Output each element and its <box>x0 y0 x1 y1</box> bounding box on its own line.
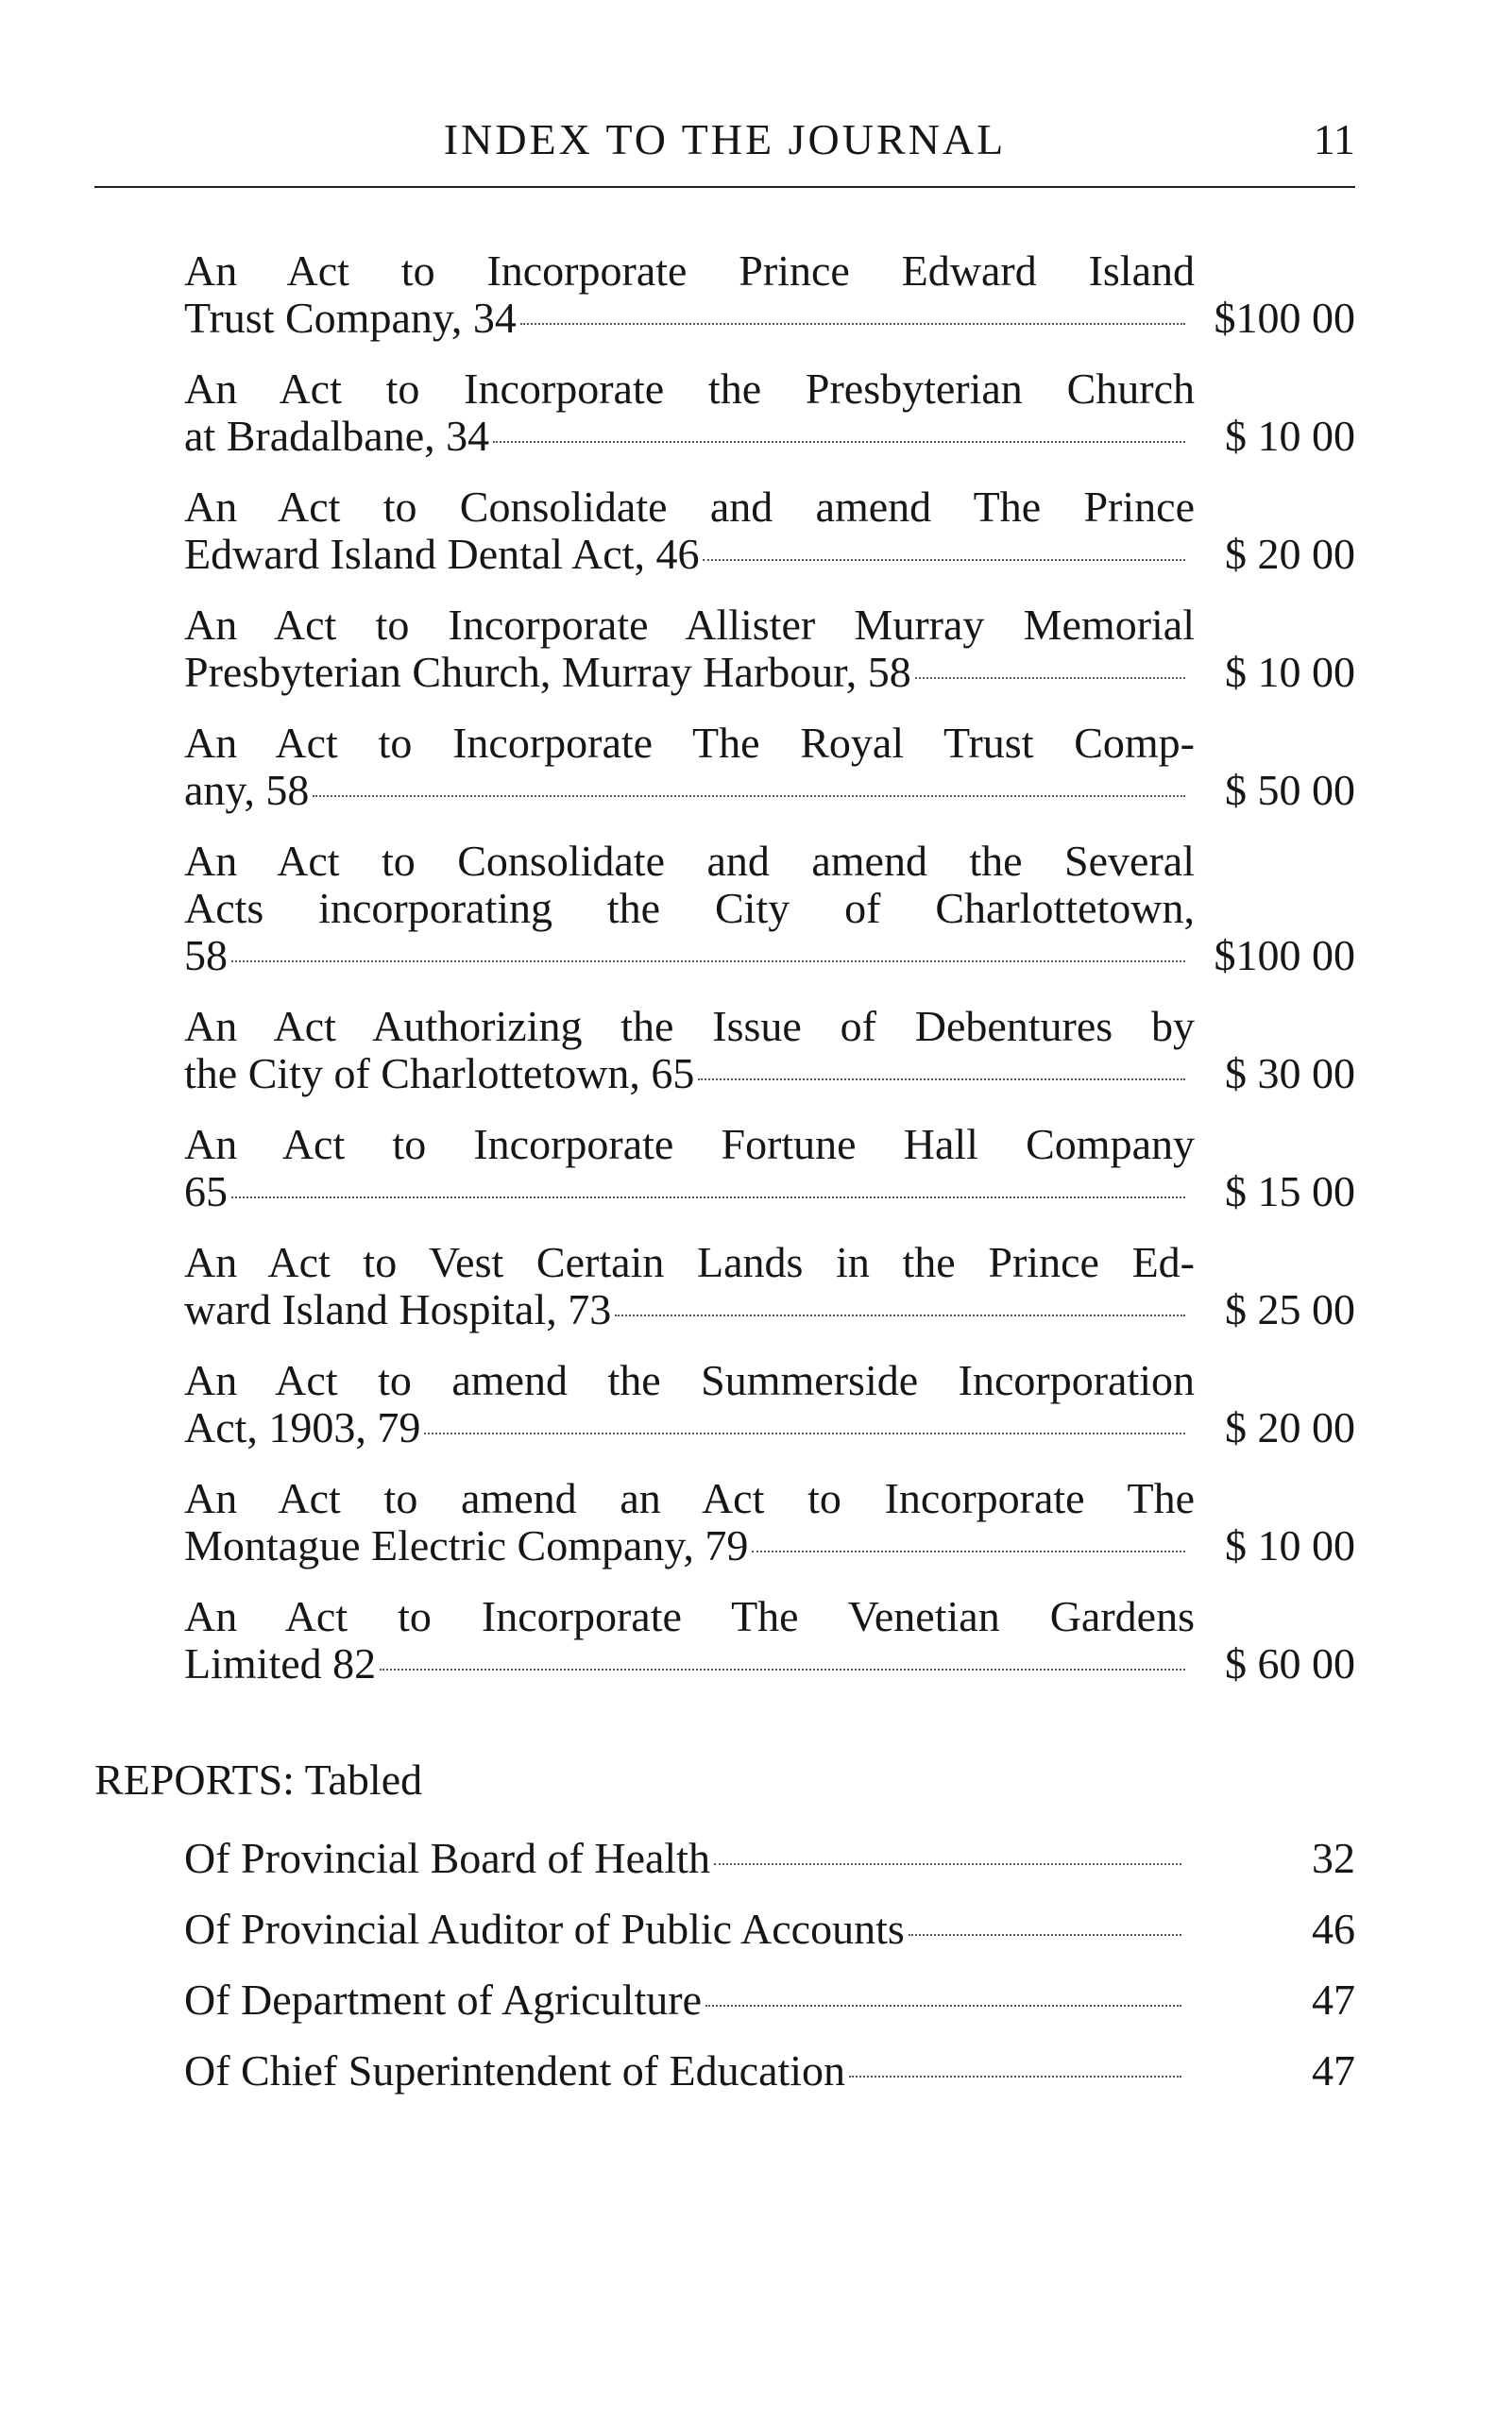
act-title-line: An Act to Consolidate and amend the Several <box>184 838 1195 885</box>
dot-leader <box>493 441 1185 443</box>
act-title-end: Limited 82 <box>184 1639 377 1688</box>
act-final-line <box>184 1404 1355 1451</box>
fee-amount: $ 20 00 <box>1225 1403 1355 1451</box>
act-title-end: Presbyterian Church, Murray Harbour, 58 <box>184 648 911 696</box>
act-title-end: Montague Electric Company, 79 <box>184 1521 749 1569</box>
report-title: Of Provincial Board of Health <box>184 1834 710 1882</box>
dot-leader <box>849 2076 1181 2078</box>
report-page-number: 46 <box>1312 1905 1355 1953</box>
act-final-line <box>184 1050 1355 1097</box>
act-title-line: An Act to Incorporate the Presbyterian Church <box>184 365 1195 413</box>
fee-amount: $ 10 00 <box>1225 1521 1355 1569</box>
running-title: INDEX TO THE JOURNAL <box>443 115 1007 163</box>
dot-leader <box>231 960 1185 962</box>
fee-amount: $ 50 00 <box>1225 766 1355 814</box>
act-title-end: Edward Island Dental Act, 46 <box>184 530 700 578</box>
act-entry <box>184 365 1355 460</box>
act-entry <box>184 1239 1355 1333</box>
section-heading-reports: REPORTS: Tabled <box>94 1756 423 1804</box>
header-rule <box>94 186 1355 188</box>
dot-leader <box>703 559 1185 561</box>
fee-amount: $ 10 00 <box>1225 412 1355 460</box>
act-entry <box>184 1357 1355 1451</box>
act-final-line <box>184 1168 1355 1215</box>
act-final-line <box>184 1286 1355 1333</box>
act-title-line: An Act to Vest Certain Lands in the Prince Ed- <box>184 1239 1195 1286</box>
act-title-line: An Act to amend an Act to Incorporate The <box>184 1475 1195 1522</box>
act-final-line <box>184 295 1355 342</box>
reports-list <box>184 1832 1355 2115</box>
act-final-line <box>184 1522 1355 1569</box>
act-title-line: An Act to Incorporate Prince Edward Island <box>184 247 1195 295</box>
report-title: Of Department of Agriculture <box>184 1976 702 2024</box>
dot-leader <box>752 1551 1185 1552</box>
act-entry <box>184 720 1355 814</box>
fee-amount: $ 10 00 <box>1225 648 1355 696</box>
act-entry <box>184 602 1355 696</box>
act-title-line: An Act to amend the Summerside Incorporation <box>184 1357 1195 1404</box>
report-entry <box>184 2044 1355 2115</box>
dot-leader <box>915 677 1185 679</box>
report-page-number: 47 <box>1312 2046 1355 2095</box>
act-final-line <box>184 932 1355 979</box>
dot-leader <box>698 1078 1185 1080</box>
dot-leader <box>705 2005 1181 2007</box>
act-title-line: An Act to Incorporate The Venetian Gardens <box>184 1593 1195 1640</box>
act-final-line <box>184 531 1355 578</box>
act-entry <box>184 483 1355 578</box>
act-final-line <box>184 767 1355 814</box>
report-entry <box>184 1903 1355 1974</box>
act-title-line: An Act to Incorporate The Royal Trust Comp- <box>184 720 1195 767</box>
dot-leader <box>380 1669 1185 1671</box>
act-title-line: An Act Authorizing the Issue of Debentures by <box>184 1003 1195 1050</box>
act-title-end: any, 58 <box>184 766 310 814</box>
fee-amount: $ 20 00 <box>1225 530 1355 578</box>
act-title-end: 65 <box>184 1167 228 1215</box>
act-title-end: at Bradalbane, 34 <box>184 412 490 460</box>
act-title-line: An Act to Incorporate Allister Murray Memorial <box>184 602 1195 649</box>
fee-amount: $ 25 00 <box>1225 1285 1355 1333</box>
act-entry <box>184 1003 1355 1097</box>
report-title: Of Chief Superintendent of Education <box>184 2046 846 2095</box>
act-title-line: Acts incorporating the City of Charlottetown, <box>184 885 1195 932</box>
acts-list <box>184 247 1355 1711</box>
act-title-end: Trust Company, 34 <box>184 294 517 342</box>
act-final-line <box>184 1640 1355 1688</box>
act-title-end: the City of Charlottetown, 65 <box>184 1049 695 1097</box>
act-entry <box>184 1593 1355 1688</box>
report-entry <box>184 1832 1355 1903</box>
act-entry <box>184 1121 1355 1215</box>
act-title-end: ward Island Hospital, 73 <box>184 1285 612 1333</box>
report-entry <box>184 1974 1355 2044</box>
dot-leader <box>909 1934 1181 1936</box>
report-page-number: 32 <box>1312 1834 1355 1882</box>
dot-leader <box>520 323 1185 325</box>
dot-leader <box>424 1433 1185 1434</box>
act-title-line: An Act to Consolidate and amend The Prince <box>184 483 1195 531</box>
act-entry <box>184 247 1355 342</box>
act-title-end: 58 <box>184 931 228 979</box>
fee-amount: $100 00 <box>1214 931 1355 979</box>
dot-leader <box>615 1315 1185 1316</box>
act-title-end: Act, 1903, 79 <box>184 1403 421 1451</box>
report-title: Of Provincial Auditor of Public Accounts <box>184 1905 905 1953</box>
fee-amount: $ 60 00 <box>1225 1639 1355 1688</box>
act-final-line <box>184 413 1355 460</box>
act-entry <box>184 1475 1355 1569</box>
dot-leader <box>231 1196 1185 1198</box>
act-entry <box>184 838 1355 979</box>
page-number: 11 <box>1313 115 1355 163</box>
fee-amount: $ 30 00 <box>1225 1049 1355 1097</box>
dot-leader <box>313 795 1185 797</box>
act-title-line: An Act to Incorporate Fortune Hall Company <box>184 1121 1195 1168</box>
dot-leader <box>714 1863 1181 1865</box>
report-page-number: 47 <box>1312 1976 1355 2024</box>
fee-amount: $100 00 <box>1214 294 1355 342</box>
running-head <box>94 111 1355 168</box>
act-final-line <box>184 649 1355 696</box>
fee-amount: $ 15 00 <box>1225 1167 1355 1215</box>
